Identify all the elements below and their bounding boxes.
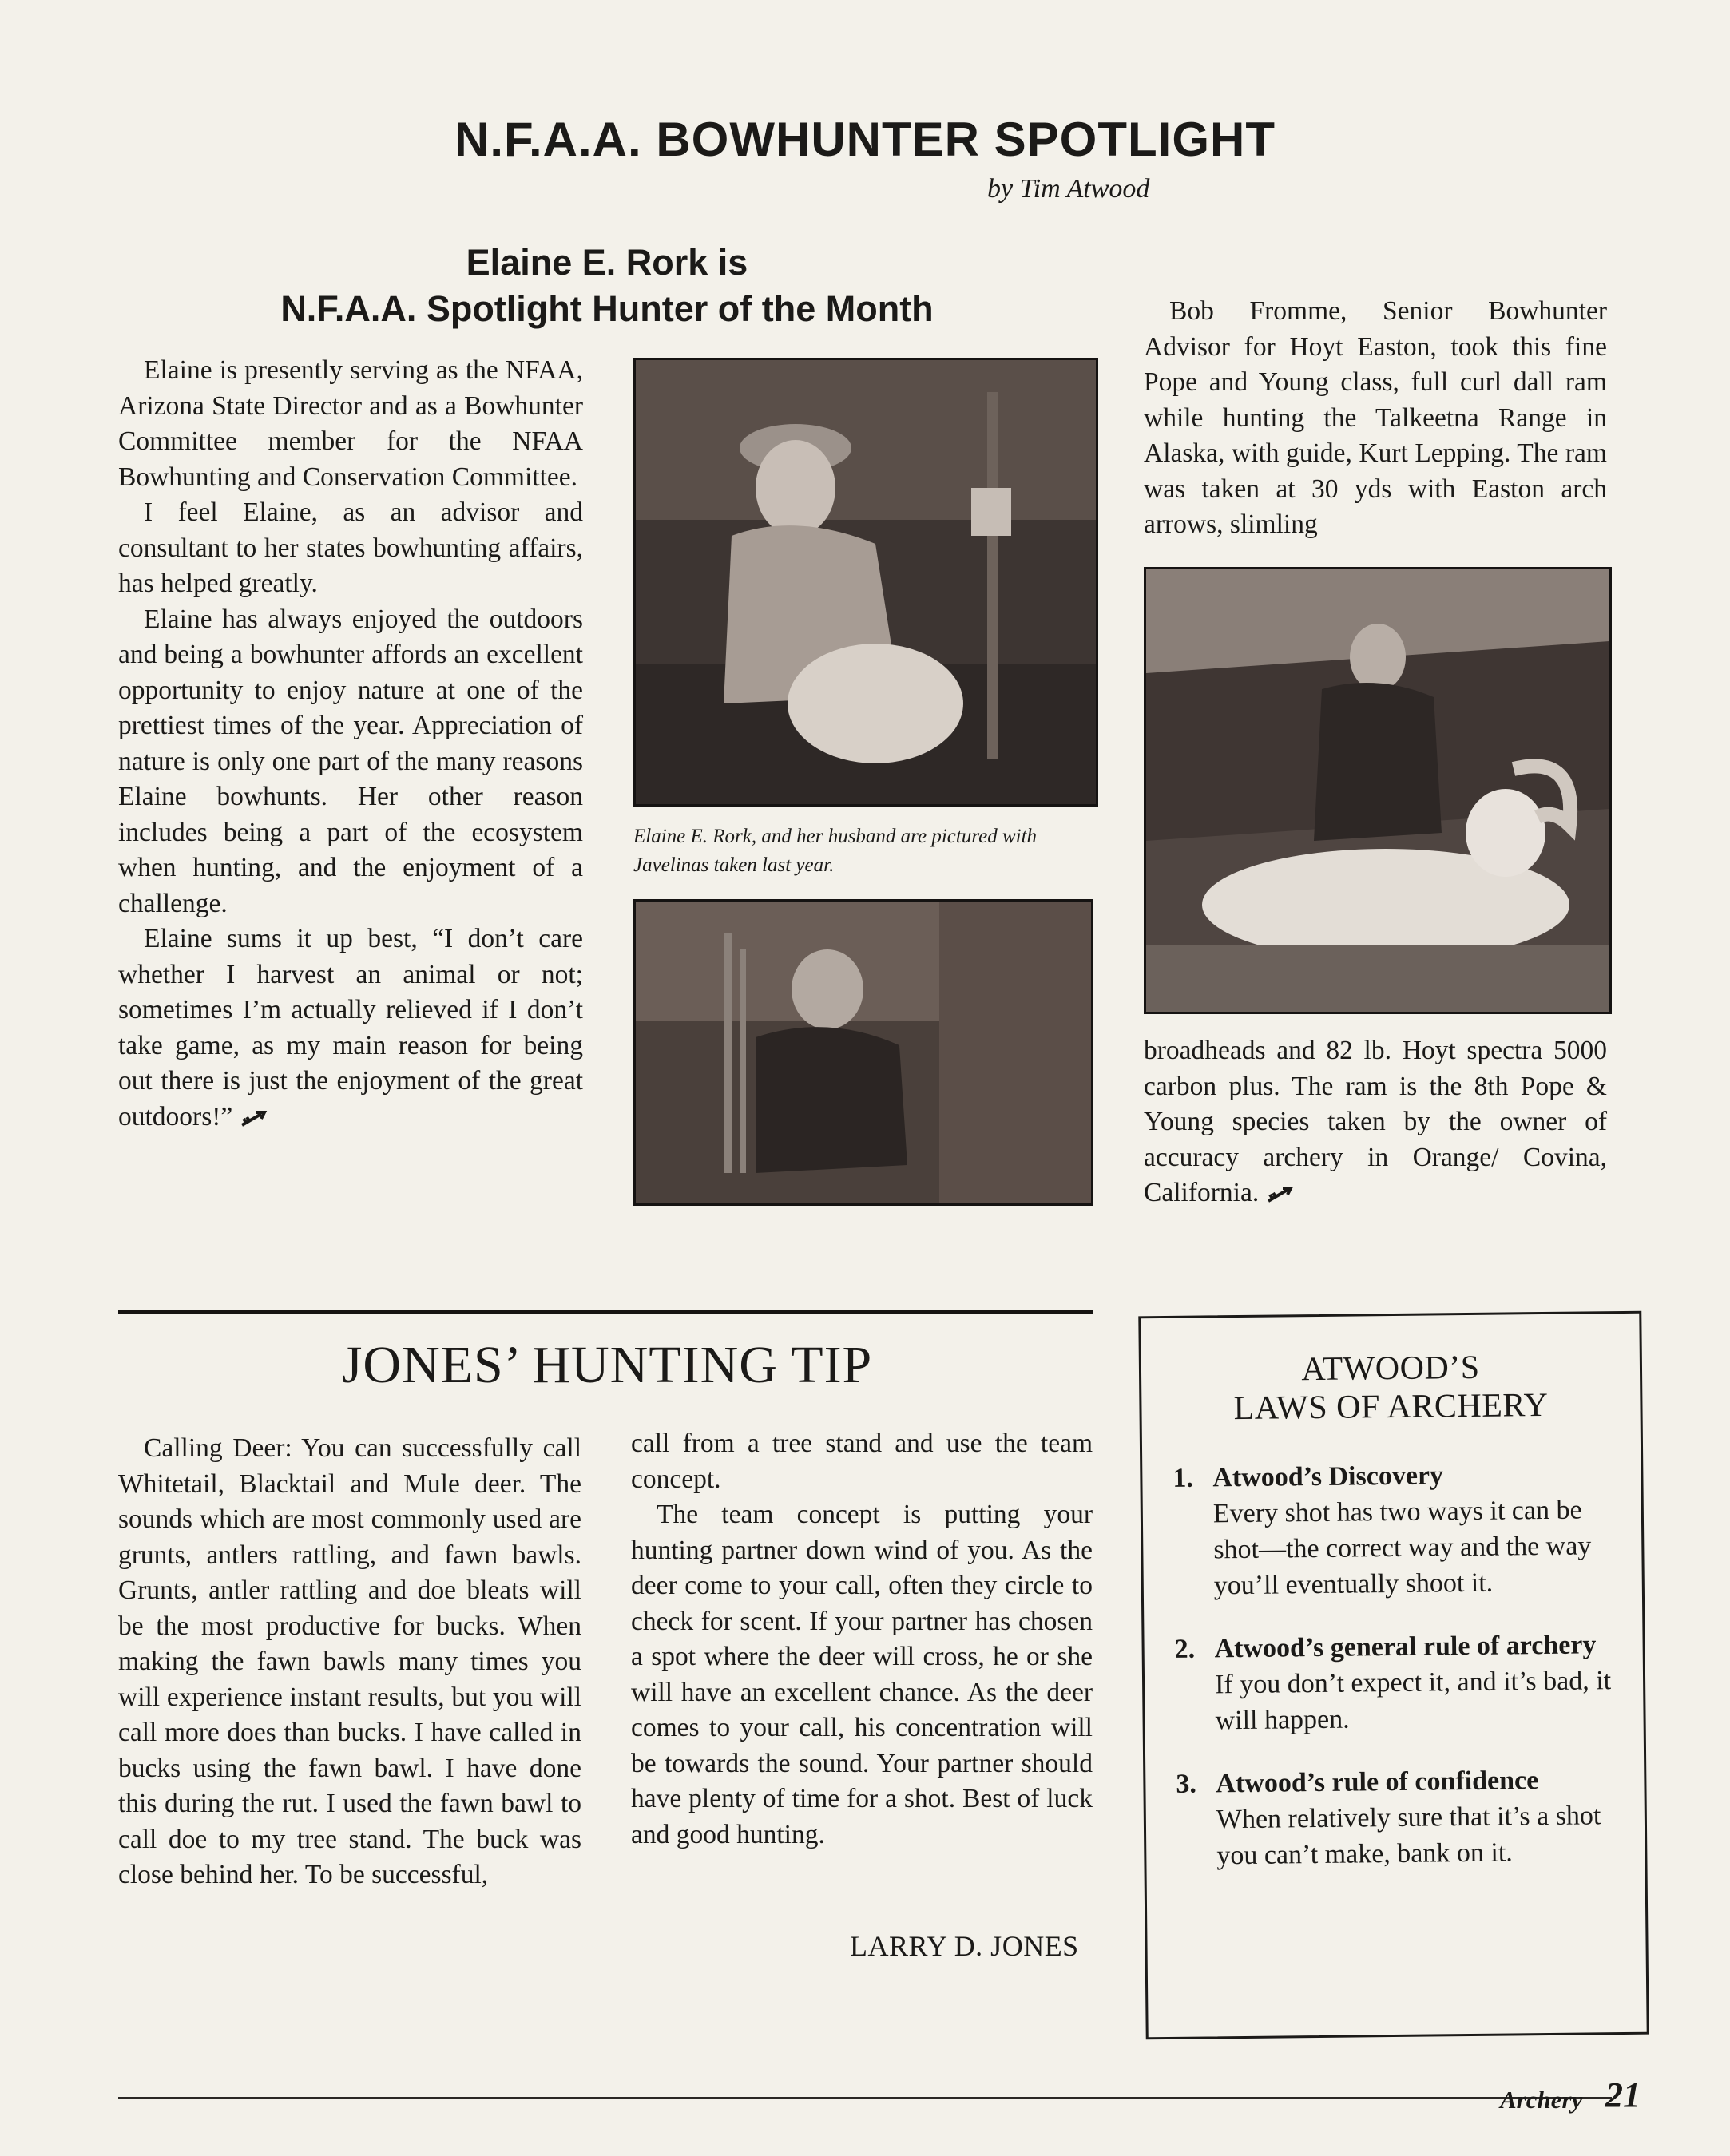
- photo-elaine-javelina: [633, 358, 1098, 807]
- spotlight-headline-line1: Elaine E. Rork is: [466, 242, 748, 283]
- arrow-end-mark-icon: [1267, 1185, 1294, 1204]
- law-text: If you don’t expect it, and it’s bad, it will happen.: [1214, 1666, 1612, 1736]
- footer-rule: [118, 2097, 1612, 2099]
- photo-caption: Elaine E. Rork, and her husband are pictured with Javelinas taken last year.: [633, 826, 1038, 876]
- spotlight-article: [118, 353, 583, 1135]
- footer-page-number: 21: [1605, 2075, 1641, 2114]
- page-title: N.F.A.A. BOWHUNTER SPOTLIGHT: [454, 113, 1276, 166]
- laws-box: [1138, 1311, 1649, 2040]
- spotlight-headline: [232, 240, 982, 332]
- law-name: Atwood’s rule of confidence: [1216, 1766, 1539, 1799]
- jones-column-1: Calling Deer: You can successfully call Whitetail, Blacktail and Mule deer. The sounds which are most commonly used are grunts, antlers rattling, and fawn bawls. Grunts, antler rattling and doe bleats will be the most productive for bucks. When making the fawn bawls many times you will experience instant results, but you will call more does than bucks. I have called in bucks using the fawn bawl. I have done this during the rut. I used the fawn bawl to call doe to my tree stand. The buck was close behind her. To be successful,: [118, 1433, 581, 1889]
- law-number: 3.: [1176, 1769, 1197, 1799]
- jones-col2-paragraph: call from a tree stand and use the team concept.: [631, 1429, 1093, 1494]
- spotlight-paragraph: Elaine is presently serving as the NFAA, Arizona State Director and as a Bowhunter Committee member for the NFAA Bowhunting and Conservation Committee.: [118, 355, 583, 492]
- spotlight-paragraph: Elaine has always enjoyed the outdoors and being a bowhunter affords an excellent opportunity to enjoy nature at one of the prettiest times of the year. Appreciation of nature is only one part of the many reasons Elaine bowhunts. Her other reason includes being a part of the ecosystem when hunting, and the enjoyment of a challenge.: [118, 604, 583, 918]
- law-text: Every shot has two ways it can be shot—the correct way and the way you’ll eventually shoot it.: [1212, 1495, 1592, 1601]
- laws-title-line2: LAWS OF ARCHERY: [1233, 1386, 1549, 1428]
- law-number: 2.: [1174, 1634, 1196, 1664]
- photo-fromme-ram: [1144, 567, 1612, 1014]
- byline: by Tim Atwood: [987, 174, 1150, 204]
- laws-list: [1173, 1456, 1621, 1874]
- laws-title-line1: ATWOOD’S: [1301, 1349, 1480, 1389]
- footer-magazine-name: Archery: [1500, 2086, 1583, 2114]
- spotlight-paragraph: I feel Elaine, as an advisor and consultant to her states bowhunting affairs, has helped greatly.: [118, 497, 583, 598]
- jones-title: JONES’ HUNTING TIP: [341, 1336, 873, 1394]
- law-name: Atwood’s Discovery: [1212, 1460, 1444, 1493]
- spotlight-paragraph: [118, 921, 583, 1135]
- law-name: Atwood’s general rule of archery: [1214, 1630, 1597, 1664]
- arrow-end-mark-icon: [240, 1109, 268, 1128]
- law-number: 1.: [1173, 1463, 1194, 1493]
- law-item: [1173, 1456, 1618, 1604]
- spotlight-headline-line2: N.F.A.A. Spotlight Hunter of the Month: [280, 288, 934, 329]
- fromme-text: broadheads and 82 lb. Hoyt spectra 5000 carbon plus. The ram is the 8th Pope & Young species taken by the owner of accuracy archery in Orange/ Covina, California.: [1144, 1036, 1607, 1207]
- law-item: [1174, 1627, 1619, 1739]
- law-item: [1176, 1762, 1621, 1874]
- fromme-article-part2: [1144, 1033, 1607, 1211]
- fromme-article-part1: Bob Fromme, Senior Bowhunter Advisor for Hoyt Easton, took this fine Pope and Young class, full curl dall ram while hunting the Talkeetna Range in Alaska, with guide, Kurt Lepping. The ram was taken at 30 yds with Easton arch arrows, slimling: [1144, 296, 1607, 539]
- spotlight-quote: Elaine sums it up best, “I don’t care whether I harvest an animal or not; sometimes I’m actually relieved if I don’t take game, as my main reason for being out there is just the enjoyment of the great outdoors!”: [118, 924, 583, 1132]
- jones-column-2: [631, 1426, 1093, 1853]
- author-signature: LARRY D. JONES: [850, 1930, 1079, 1962]
- laws-title: [1141, 1347, 1641, 1429]
- section-divider: [118, 1310, 1093, 1314]
- law-text: When relatively sure that it’s a shot you can’t make, bank on it.: [1216, 1801, 1601, 1871]
- jones-col2-paragraph: The team concept is putting your hunting partner down wind of you. As the deer come to your call, often they circle to check for scent. If your partner has chosen a spot where the deer will cross, he or she will have an excellent chance. As the deer comes to your call, his concentration will be towards the sound. Your partner should have plenty of time for a shot. Best of luck and good hunting.: [631, 1500, 1093, 1849]
- photo-husband-bow: [633, 899, 1093, 1206]
